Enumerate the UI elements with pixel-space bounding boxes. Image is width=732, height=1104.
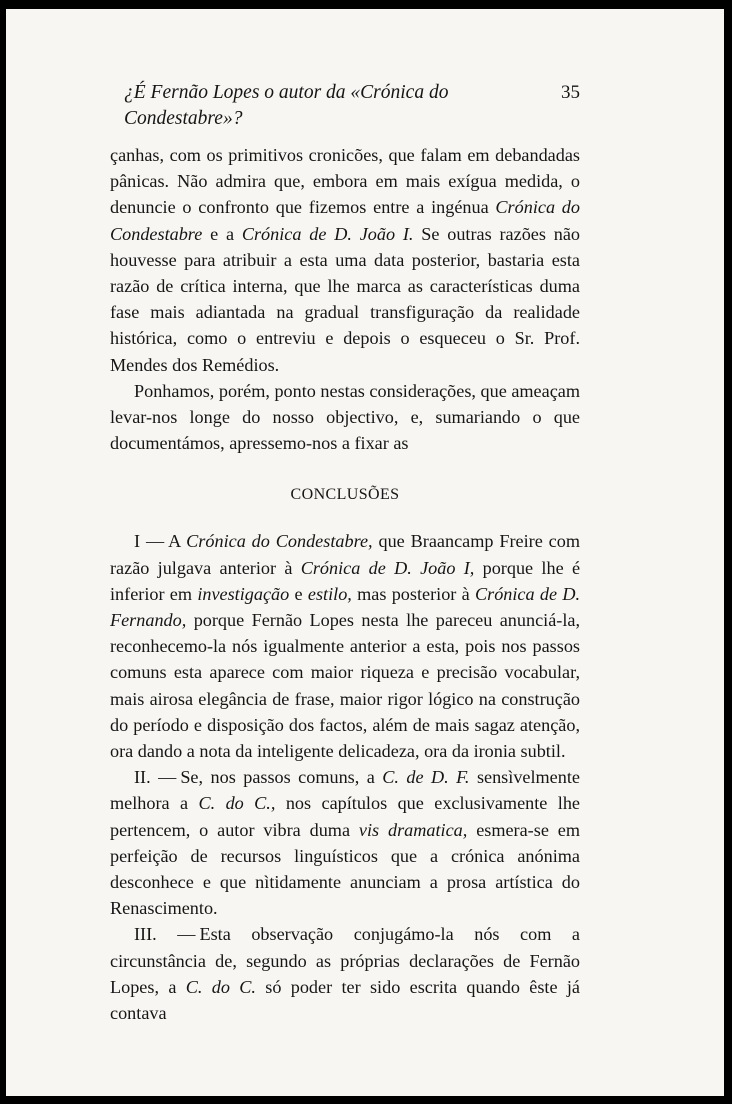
section-heading: CONCLUSÕES xyxy=(290,486,400,504)
text-run: Esta observação conjugámo-la nós com a circunstância de, segundo as próprias declarações de Fernão Lopes, a xyxy=(110,924,581,997)
text-run: porque Fernão Lopes nesta lhe pareceu anunciá-la, reconhecemo-la nós igualmente anterior a esta, pois nos passos comuns esta aparece com maior riqueza e precisão vocabular, mais airosa elegância de frase, maior rigor lógico na construção do período e disposição dos factos, além de mais sagaz atenção, ora dando a nota da inteligente delicadeza, ora da ironia subtil. xyxy=(110,610,580,762)
conclusion-label: III. — xyxy=(134,924,196,945)
page-number: 35 xyxy=(561,82,580,103)
running-head xyxy=(110,80,580,132)
italic-run: estilo, xyxy=(307,583,352,604)
italic-run: vis dramatica, xyxy=(358,819,468,840)
text-run: Ponhamos, porém, ponto nestas considerações, que ameaçam levar-nos longe do nosso objectivo, e, sumariando o que documentámos, apressemo-nos a fixar as xyxy=(110,380,580,454)
italic-run: investigação xyxy=(197,583,290,604)
running-title: ¿É Fernão Lopes o autor da «Crónica do Condestabre»? xyxy=(124,82,449,129)
text-run: porque lhe é inferior em xyxy=(110,557,581,604)
text-run: que Braancamp Freire com razão julgava anterior à xyxy=(110,531,580,578)
text-run: nos capítulos que exclusivamente lhe pertencem, o autor vibra duma xyxy=(110,793,580,840)
italic-run: Crónica do Condestabre, xyxy=(186,531,373,552)
conclusion-text xyxy=(110,767,580,918)
text-run: esmera-se em perfeição de recursos linguísticos que a crónica anónima desconhece e que nìtidamente anunciam a prosa artística do Renascimento. xyxy=(110,819,580,919)
italic-run: C. do C. xyxy=(185,976,256,997)
italic-run: Crónica de D. João I, xyxy=(300,557,475,578)
conclusion-3 xyxy=(110,921,580,1026)
text-run: A xyxy=(168,531,187,552)
text-run: e xyxy=(289,583,308,604)
italic-run: Crónica de D. Fernando, xyxy=(110,583,581,631)
conclusion-1 xyxy=(110,528,580,764)
text-run: e a xyxy=(202,223,242,244)
text-run: sensìvelmente melhora a xyxy=(110,767,580,814)
text-run: Se, nos passos comuns, a xyxy=(180,767,383,788)
italic-run: Crónica de D. João I. xyxy=(241,223,414,244)
text-block xyxy=(110,80,580,1026)
conclusion-label: II. — xyxy=(134,767,177,788)
conclusion-2 xyxy=(110,764,580,921)
paragraph-continuation xyxy=(110,142,580,378)
conclusion-label: I — xyxy=(134,531,165,552)
italic-run: C. do C., xyxy=(198,793,276,814)
scanned-page xyxy=(6,9,724,1096)
text-run: çanhas, com os primitivos cronicões, que falam em debandadas pânicas. Não admira que, embora em mais exígua medida, o denuncie o confronto que fizemos entre a ingénua xyxy=(110,145,580,218)
text-run: só poder ter sido escrita quando êste já contava xyxy=(110,976,580,1024)
text-run: mas posterior à xyxy=(351,583,475,604)
conclusion-text xyxy=(110,531,580,761)
italic-run: Crónica do Condestabre xyxy=(110,197,580,244)
italic-run: C. de D. F. xyxy=(382,767,470,788)
text-run: Se outras razões não houvesse para atribuir a esta uma data posterior, bastaria esta razão de crítica interna, que lhe marca as características duma fase mais adiantada na gradual transfiguração da realidade histórica, como o entreviu e depois o esqueceu o Sr. Prof. Mendes dos Remédios. xyxy=(110,223,580,375)
paragraph-transition xyxy=(110,378,580,457)
